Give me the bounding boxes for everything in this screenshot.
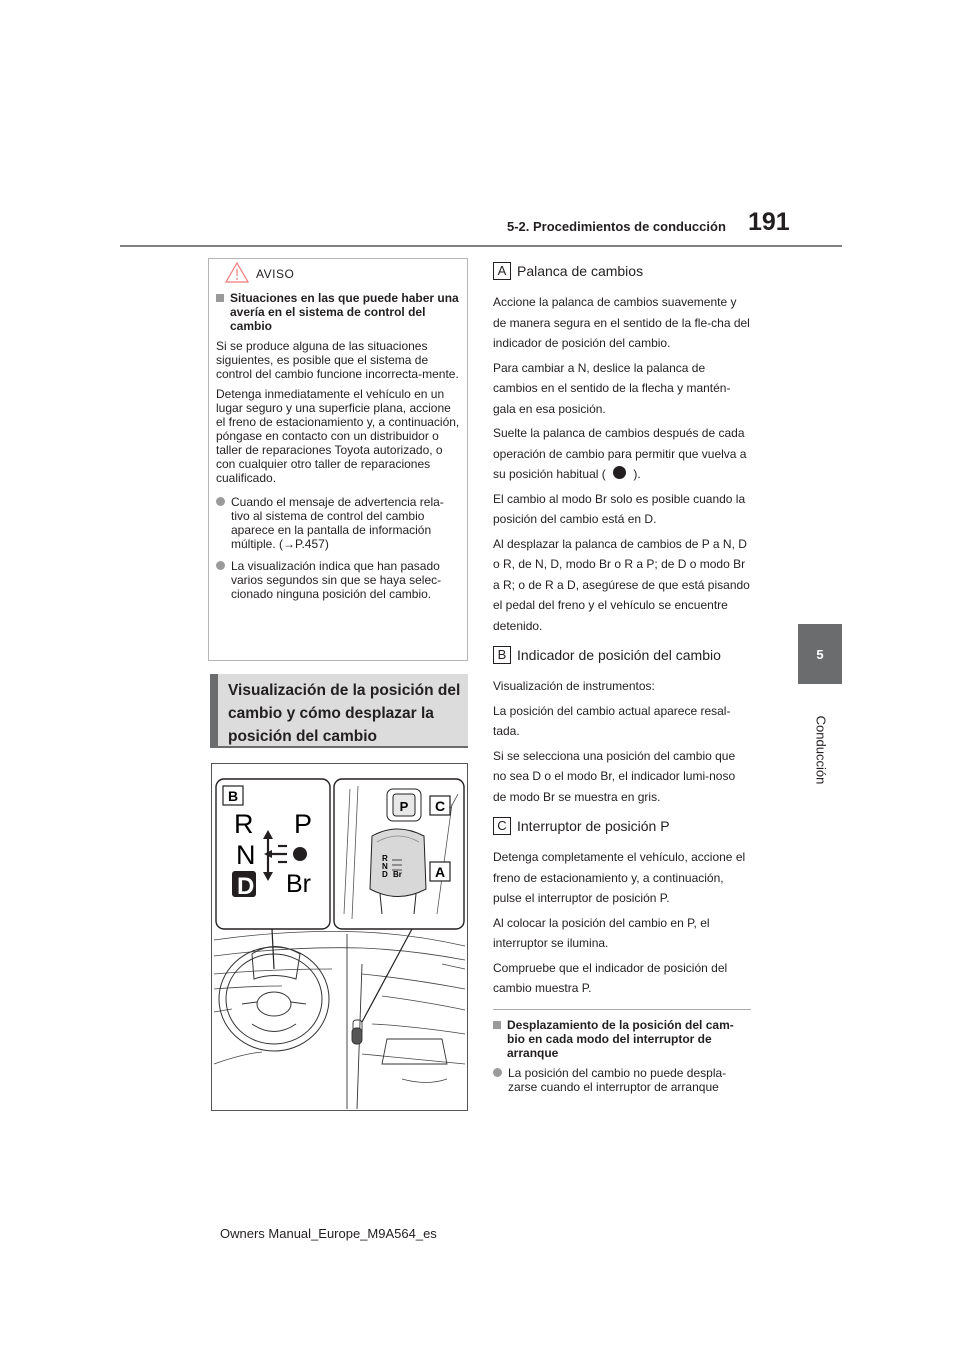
subsection-b-title: Indicador de posición del cambio [517, 647, 721, 663]
warning-title: AVISO [256, 267, 295, 281]
square-bullet-icon [493, 1021, 501, 1029]
lever-d: D [382, 870, 388, 879]
subsection-a [493, 262, 751, 280]
display-r: R [234, 809, 254, 839]
chapter-label [806, 695, 836, 805]
square-bullet-icon [216, 294, 224, 302]
chapter-tab [798, 624, 842, 684]
shift-illustration [212, 764, 467, 1110]
section-title: 5-2. Procedimientos de conducción [507, 219, 726, 234]
paragraph: Si se selecciona una posición del cambio que no sea D o el modo Br, el indicador lumi-noso de modo Br se muestra en gris. [493, 748, 736, 804]
display-p: P [294, 809, 313, 839]
paragraph: El cambio al modo Br solo es posible cuando la posición del cambio está en D. [493, 491, 746, 526]
page-number: 191 [748, 208, 790, 236]
subheading-text: Desplazamiento de la posición del cam-bio en cada modo del interruptor de arranque [507, 1017, 734, 1060]
shift-lever-knob[interactable] [370, 829, 426, 897]
warning-paragraph: Detenga inmediatamente el vehículo en un lugar seguro y una superficie plana, accione el freno de estacionamiento y, a continuación, póngase en contacto con un distribuidor o taller de reparaciones Toyota autorizado, o con cualquier otro taller de reparaciones cualificado. [216, 387, 460, 485]
paragraph: Compruebe que el indicador de posición del cambio muestra P. [493, 960, 728, 995]
dot-bullet-icon [216, 497, 225, 506]
warning-bullet [216, 495, 462, 551]
label-b: B [493, 646, 511, 664]
home-position-dot-icon [613, 466, 626, 479]
right-column [493, 258, 751, 1094]
paragraph: La posición del cambio actual aparece resal-tada. [493, 703, 731, 738]
warning-heading [216, 291, 462, 333]
paragraph: Accione la palanca de cambios suavemente y de manera segura en el sentido de la fle-cha del indicador de posición del cambio. [493, 295, 750, 350]
subsection-a-title: Palanca de cambios [517, 263, 644, 279]
p-switch-label: P [399, 799, 409, 814]
warning-bullet [216, 559, 462, 601]
warning-body [216, 291, 462, 609]
chapter-number: 5 [816, 646, 824, 662]
callout-a: A [434, 864, 446, 880]
paragraph: Para cambiar a N, deslice la palanca de cambios en el sentido de la flecha y mantén-gala en esa posición. [493, 360, 731, 416]
paragraph-text: Suelte la palanca de cambios después de cada operación de cambio para permitir que vuelva a su posición habitual ( [493, 426, 747, 481]
display-d: D [237, 873, 255, 900]
display-br: Br [286, 870, 311, 898]
lever-r: R [382, 854, 388, 863]
dot-bullet-icon [493, 1068, 502, 1077]
lever-n: N [382, 862, 388, 871]
paragraph-text: ). [633, 467, 641, 481]
display-home-dot [293, 847, 307, 861]
footer-text: Owners Manual_Europe_M9A564_es [220, 1226, 437, 1241]
header-rule [120, 245, 842, 247]
subsection-b [493, 646, 751, 664]
label-c: C [493, 817, 511, 835]
display-n: N [236, 840, 256, 870]
paragraph [493, 423, 751, 485]
warning-bullet-text: La visualización indica que han pasado varios segundos sin que se haya selec-cionado ninguna posición del cambio. [231, 559, 442, 601]
warning-heading-text: Situaciones en las que puede haber una avería en el sistema de control del cambio [230, 291, 459, 333]
warning-paragraph: Si se produce alguna de las situaciones siguientes, es posible que el sistema de control del cambio funcione incorrecta-mente. [216, 339, 459, 381]
divider [493, 1009, 751, 1010]
bullet-text: La posición del cambio no puede despla-zarse cuando el interruptor de arranque [508, 1065, 727, 1094]
callout-b: B [227, 788, 239, 804]
label-a: A [493, 262, 511, 280]
paragraph: Al colocar la posición del cambio en P, el interruptor se ilumina. [493, 915, 710, 950]
chapter-label-text: Conducción [813, 715, 829, 785]
paragraph: Detenga completamente el vehículo, accione el freno de estacionamiento y, a continuación, pulse el interruptor de posición P. [493, 850, 746, 905]
figure-frame [211, 763, 468, 1111]
bullet-item [493, 1066, 751, 1094]
subsection-c [493, 817, 751, 835]
dot-bullet-icon [216, 561, 225, 570]
callout-c: C [434, 798, 446, 814]
subsection-c-title: Interruptor de posición P [517, 818, 670, 834]
paragraph: Visualización de instrumentos: [493, 679, 655, 693]
paragraph: Al desplazar la palanca de cambios de P a N, D o R, de N, D, modo Br o R a P; de D o modo Br a R; o de R a D, asegúrese de que está pisando el pedal del freno y el vehículo se encuentre detenido. [493, 536, 750, 633]
warning-triangle-icon [225, 262, 249, 283]
lever-br: Br [393, 870, 402, 879]
section-heading: Visualización de la posición del cambio y cómo desplazar la posición del cambio [210, 674, 468, 748]
warning-bullet-text: Cuando el mensaje de advertencia rela-tivo al sistema de control del cambio aparece en la pantalla de información múltiple. (→P.457) [231, 495, 444, 551]
pointer-lines [272, 929, 412, 1022]
subheading [493, 1018, 751, 1060]
